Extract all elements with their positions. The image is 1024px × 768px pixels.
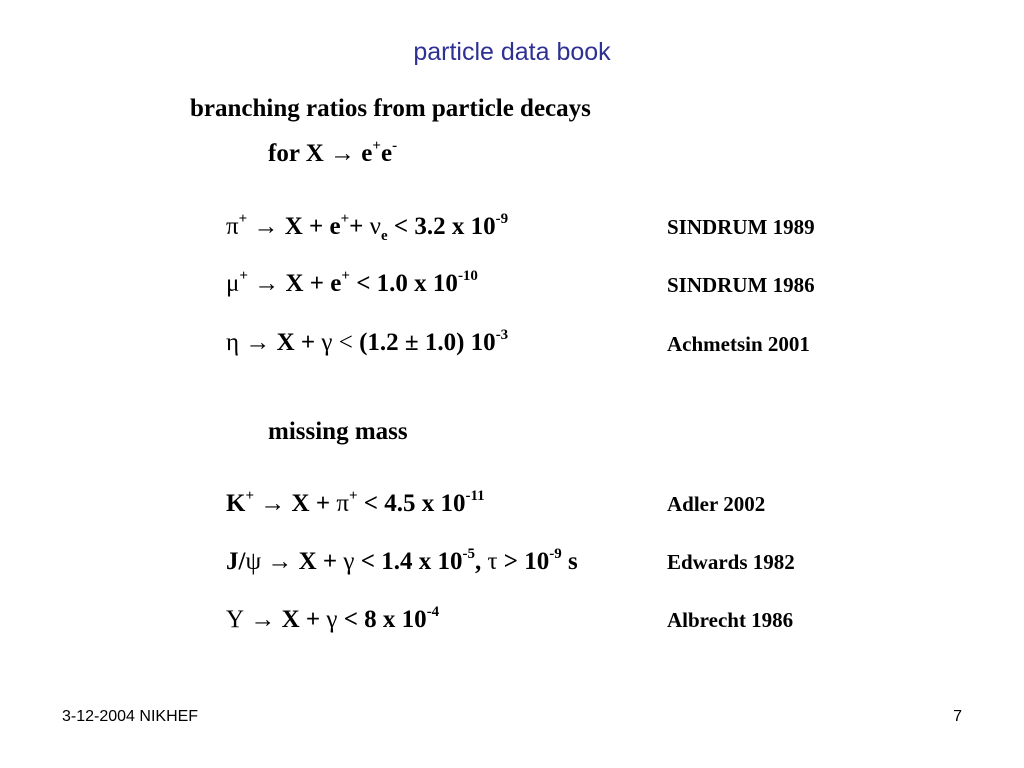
equation-mu-decay [226,270,478,298]
charge-superscript: + [239,268,248,284]
reference-edwards-1982: Edwards 1982 [667,550,795,574]
exponent-superscript: -5 [462,546,475,562]
exponent-superscript: -3 [495,327,509,343]
heading-decay-channel [268,140,397,168]
lifetime-text: > 10 [497,548,550,575]
electron-label: e [355,140,373,167]
arrow-symbol: → [330,140,356,167]
footer-date-institute: 3-12-2004 NIKHEF [62,708,199,725]
exponent-superscript: -10 [457,268,478,284]
heading-missing-mass: missing mass [268,418,408,445]
mu-symbol: μ [226,270,240,297]
minus-superscript: - [392,138,398,154]
limit-text: < 1.4 x 10 [354,548,463,575]
tau-symbol: τ [487,548,498,575]
arrow-symbol: → [254,270,280,297]
reference-adler-2002: Adler 2002 [667,492,766,516]
exponent-superscript: -9 [495,211,509,227]
less-than-symbol: < [332,329,360,356]
footer-page-number: 7 [953,708,962,725]
equation-eta-decay [226,329,508,357]
exponent-superscript: -9 [549,546,562,562]
exponent-superscript: -4 [426,604,440,620]
equation-text: + [349,213,370,240]
reference-albrecht-1986: Albrecht 1986 [667,608,794,632]
equation-text: X + [285,490,337,517]
equation-upsilon-decay [226,606,439,634]
eta-symbol: η [226,329,240,356]
psi-symbol: ψ [245,548,262,575]
arrow-symbol: → [250,606,276,633]
arrow-symbol: → [253,213,279,240]
equation-text: X + [292,548,344,575]
equation-pi-decay [226,211,509,244]
equation-jpsi-decay [226,548,578,576]
charge-superscript: + [238,211,248,227]
unit-text: s [561,548,578,575]
reference-achmetsin-2001: Achmetsin 2001 [667,332,810,356]
charge-superscript: + [340,211,350,227]
arrow-symbol: → [260,490,286,517]
pi-symbol: π [226,213,239,240]
electron-label-2: e [380,140,393,167]
arrow-symbol: → [267,548,293,575]
slide-title: particle data book [413,38,611,66]
plus-superscript: + [372,138,381,154]
heading-branching-ratios: branching ratios from particle decays [190,95,591,122]
equation-kaon-decay [226,490,485,518]
charge-superscript: + [245,488,255,504]
equation-text: X + e [278,213,341,240]
gamma-symbol: γ [321,329,333,356]
limit-text: < 8 x 10 [337,606,427,633]
nu-symbol: ν [369,213,381,240]
limit-text: < 3.2 x 10 [387,213,496,240]
reference-sindrum-1986: SINDRUM 1986 [667,273,815,297]
arrow-symbol: → [245,329,271,356]
charge-superscript: + [348,488,358,504]
gamma-symbol: γ [326,606,338,633]
upsilon-symbol: Υ [226,606,245,633]
exponent-superscript: -11 [465,488,485,504]
equation-text: X + [270,329,322,356]
limit-text: < 4.5 x 10 [357,490,466,517]
value-text: (1.2 ± 1.0) 10 [359,329,496,356]
gamma-symbol: γ [343,548,355,575]
jpsi-label: J/ [226,548,246,575]
reference-sindrum-1989: SINDRUM 1989 [667,215,815,239]
limit-text: < 1.0 x 10 [349,270,458,297]
equation-text: X + e [279,270,342,297]
comma-text: , [474,548,488,575]
charge-superscript: + [341,268,350,284]
nu-subscript: e [380,228,388,244]
equation-text: X + [275,606,327,633]
kaon-symbol: K [226,490,246,517]
heading-decay-prefix: for X [268,140,331,167]
pi-symbol: π [336,490,349,517]
